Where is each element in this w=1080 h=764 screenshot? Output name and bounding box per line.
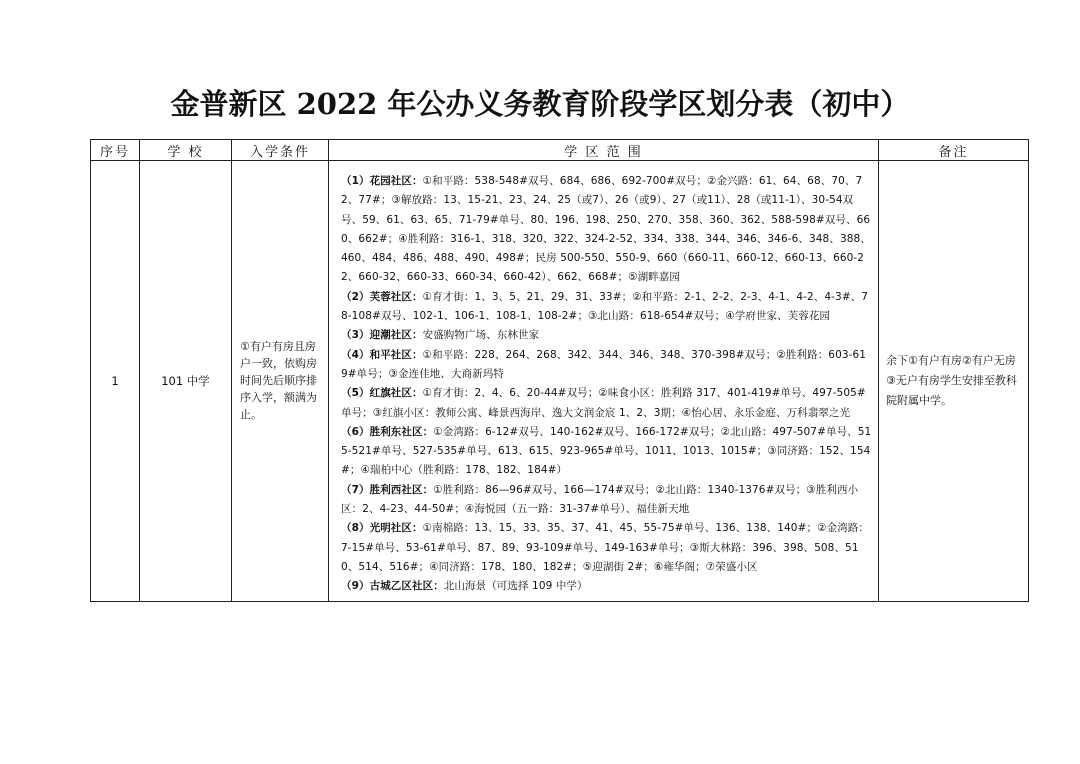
document-title: 金普新区 2022 年公办义务教育阶段学区划分表（初中） xyxy=(170,87,910,121)
header-note: 备注 xyxy=(879,140,1029,161)
row-note: 余下①有户有房②有户无房③无户有房学生安排至教科院附属中学。 xyxy=(879,161,1029,602)
community-entry xyxy=(341,519,872,577)
community-name: （4）和平社区： xyxy=(341,348,423,361)
community-entry xyxy=(341,481,872,520)
community-name: （3）迎潮社区： xyxy=(341,329,423,342)
community-detail: 安盛购物广场、东林世家 xyxy=(422,329,540,342)
header-range: 学 区 范 围 xyxy=(329,140,879,161)
community-detail: ①和平路：538-548#双号、684、686、692-700#双号；②金兴路：61、64、68、70、72、77#；③解放路：13、15-21、23、24、25（或7）、26（或9）、27（或11）、28（或11-1）、30-54双号、59、61、63、65、71-79#单号、80、196、198、250、270、358、360、362、588-598#双号、660、662#；④胜利路：316-1、318、320、322、324-2-52、334、338、344、346、346-6、348、388、460、484、486、488、490、498#；民房 500-550、550-9、660（660-11、660-12、660-13、660-22、660-32、660-33、660-34、660-42）、662、668#；⑤湖畔嘉园 xyxy=(341,175,871,284)
community-name: （9）古城乙区社区： xyxy=(341,580,444,593)
community-detail: ①育才街：1、3、5、21、29、31、33#；②和平路：2-1、2-2、2-3、4-1、4-2、4-3#、78-108#双号、102-1、106-1、108-1、108-2#；③北山路：618-654#双号；④学府世家、芙蓉花园 xyxy=(341,290,869,323)
community-list xyxy=(341,172,872,597)
community-detail: ①胜利路：86—96#双号、166—174#双号；②北山路：1340-1376#双号；③胜利西小区：2、4-23、44-50#；④海悦园（五一路：31-37#单号）、福佳新天地 xyxy=(341,483,859,516)
community-entry xyxy=(341,346,872,385)
community-entry xyxy=(341,577,872,596)
school-district-table xyxy=(90,139,1029,602)
community-detail: ①育才街：2、4、6、20-44#双号；②味食小区：胜利路 317、401-419#单号、497-505#单号；③红旗小区：教师公寓、峰景西海岸、逸大文润金宸 1、2、3期；④怡心居、永乐金庭、万科翡翠之光 xyxy=(341,387,866,419)
row-range xyxy=(329,161,879,602)
header-condition: 入学条件 xyxy=(232,140,329,161)
community-entry xyxy=(341,288,872,327)
community-name: （8）光明社区： xyxy=(341,522,423,535)
row-condition: ①有户有房且房户一致，依购房时间先后顺序排序入学，额满为止。 xyxy=(232,161,329,602)
community-detail: ①金湾路：6-12#双号、140-162#双号、166-172#双号；②北山路：497-507#单号、515-521#单号、527-535#单号、613、615、923-965#单号、1011、1013、1015#；③同济路：152、154#；④瑞柏中心（胜利路：178、182、184#） xyxy=(341,425,872,477)
row-index: 1 xyxy=(91,161,140,602)
row-school: 101 中学 xyxy=(140,161,232,602)
community-name: （6）胜利东社区： xyxy=(341,425,434,438)
community-name: （7）胜利西社区： xyxy=(341,483,434,496)
community-name: （1）花园社区： xyxy=(341,175,423,187)
community-detail: ①南棉路：13、15、33、35、37、41、45、55-75#单号、136、138、140#；②金湾路：7-15#单号、53-61#单号、87、89、93-109#单号、149-163#单号；③斯大林路：396、398、508、510、514、516#；④同济路：178、180、182#；⑤迎湖街 2#；⑥雍华阁；⑦荣盛小区 xyxy=(341,522,869,573)
community-name: （2）芙蓉社区： xyxy=(341,290,423,303)
table-row xyxy=(91,161,1029,602)
community-detail: ①和平路：228、264、268、342、344、346、348、370-398#双号；②胜利路：603-619#单号；③金连佳地、大商新玛特 xyxy=(341,348,867,380)
community-entry xyxy=(341,172,872,288)
community-detail: 北山海景（可选择 109 中学） xyxy=(443,580,588,593)
community-entry xyxy=(341,326,872,345)
community-entry xyxy=(341,384,872,423)
community-name: （5）红旗社区： xyxy=(341,387,423,400)
header-school: 学 校 xyxy=(140,140,232,161)
community-entry xyxy=(341,423,872,481)
table-header-row xyxy=(91,140,1029,161)
header-index: 序号 xyxy=(91,140,140,161)
